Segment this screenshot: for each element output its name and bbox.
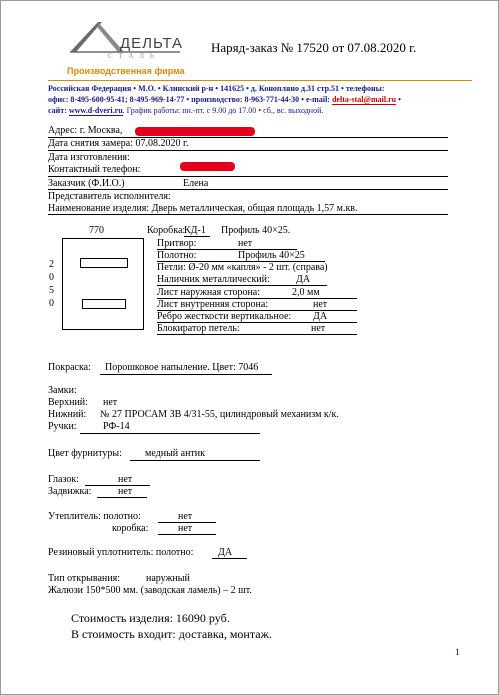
- make-date: Дата изготовления:: [48, 152, 130, 163]
- box-label: Коробка:: [147, 225, 186, 236]
- peephole-label: Глазок:: [48, 474, 79, 485]
- site-link[interactable]: www.d-dveri.ru: [68, 106, 123, 115]
- paint-underline: [100, 374, 272, 375]
- product-underline: [48, 214, 448, 215]
- customer-label: Заказчик (Ф.И.О.): [48, 178, 125, 189]
- blocker-underline: [157, 334, 357, 335]
- price: Стоимость изделия: 16090 руб.: [71, 611, 230, 625]
- pritvor-value: нет: [238, 238, 253, 249]
- pritvor-label: Притвор:: [157, 238, 197, 249]
- inner-sheet-label: Лист внутренняя сторона:: [157, 299, 269, 310]
- polotno-value: Профиль 40×25: [238, 250, 305, 261]
- price-includes: В стоимость входит: доставка, монтаж.: [71, 627, 272, 641]
- logo-sub: С Т А Л Ь: [108, 52, 156, 60]
- upper-lock-label: Верхний:: [48, 397, 88, 408]
- measure-date: Дата снятия замера: 07.08.2020 г.: [48, 138, 189, 149]
- peephole-value: нет: [118, 474, 133, 485]
- upper-lock-slot: [80, 258, 128, 268]
- handles-underline: [80, 433, 260, 434]
- email-link[interactable]: delta-stal@mail.ru: [331, 95, 397, 104]
- opening-value: наружный: [146, 573, 190, 584]
- firm-label: Производственная фирма: [67, 66, 185, 76]
- height-digit-1: 2: [49, 259, 54, 270]
- inner-sheet-value: нет: [313, 299, 328, 310]
- rib-value: ДА: [313, 311, 328, 322]
- site-label: сайт:: [48, 106, 69, 115]
- box-value: КД-1: [184, 225, 210, 237]
- contacts-line-3: [48, 106, 323, 115]
- latch-label: Задвижка:: [48, 486, 92, 497]
- blinds: Жалюзи 150*500 мм. (заводская ламель) – 2 шт.: [48, 585, 252, 596]
- outer-sheet-label: Лист наружная сторона:: [157, 287, 261, 298]
- seal-label: Резиновый уплотнитель: полотно:: [48, 547, 194, 558]
- order-title: Наряд-заказ № 17520 от 07.08.2020 г.: [211, 40, 417, 55]
- lower-lock-slot: [82, 299, 126, 309]
- customer-underline: [48, 189, 448, 190]
- nalichnik-underline: [157, 285, 327, 286]
- insulation-label: Утеплитель: полотно:: [48, 511, 141, 522]
- seal-value: ДА: [218, 547, 233, 558]
- latch-underline: [97, 497, 147, 498]
- redacted-address: [135, 127, 255, 136]
- schedule: . График работы: пн.-пт. с 9.00 до 17.00 • сб., вс. выходной.: [122, 106, 324, 115]
- insulation-polotno-value: нет: [178, 511, 193, 522]
- lower-lock-label: Нижний:: [48, 409, 87, 420]
- customer-name: Елена: [183, 178, 209, 189]
- nalichnik-value: ДА: [296, 274, 311, 285]
- address-field: Адрес: г. Москва,: [48, 125, 123, 136]
- height-digit-3: 5: [49, 285, 54, 296]
- header-divider: [48, 80, 472, 81]
- product-name: Наименование изделия: Дверь металлическая, общая площадь 1,57 м.кв.: [48, 203, 358, 214]
- locks-title: Замки:: [48, 385, 77, 396]
- phone-underline: [48, 176, 448, 177]
- outer-sheet-value: 2,0 мм: [292, 287, 320, 298]
- blocker-label: Блокиратор петель:: [157, 323, 240, 334]
- rib-label: Ребро жесткости вертикальное:: [157, 311, 292, 322]
- redacted-phone: [180, 162, 235, 171]
- paint-value: Порошковое напыление. Цвет: 7046: [105, 362, 259, 373]
- upper-lock-value: нет: [103, 397, 118, 408]
- blocker-value: нет: [311, 323, 326, 334]
- furniture-label: Цвет фурнитуры:: [48, 448, 122, 459]
- hinges: Петли: Ø-20 мм «капля» - 2 шт. (справа): [157, 262, 328, 273]
- opening-label: Тип открывания:: [48, 573, 120, 584]
- logo-text: ДЕЛЬТА: [120, 35, 184, 52]
- handles-value: РФ-14: [103, 421, 130, 432]
- insulation-box-value: нет: [178, 523, 193, 534]
- contacts-phones: офис: 8-495-600-95-41; 8-495-969-14-77 • производство: 8-963-771-44-30 • e-mail:: [48, 95, 330, 104]
- height-digit-4: 0: [49, 298, 54, 309]
- contacts-line-2: [48, 95, 401, 104]
- height-digit-2: 0: [49, 272, 54, 283]
- lower-lock-value: № 27 ПРОСАМ ЗВ 4/31-55, цилиндровый механизм к/к.: [100, 409, 339, 420]
- performer-field: Представитель исполнителя:: [48, 191, 171, 202]
- box-profile: Профиль 40×25.: [221, 225, 291, 236]
- handles-label: Ручки:: [48, 421, 77, 432]
- insulation-box-label: коробка:: [112, 523, 149, 534]
- door-outline: [62, 238, 144, 330]
- insulation-box-underline: [158, 534, 216, 535]
- polotno-label: Полотно:: [157, 250, 197, 261]
- paint-label: Покраска:: [48, 362, 91, 373]
- seal-underline: [212, 558, 247, 559]
- page-number: 1: [455, 647, 460, 657]
- door-width-label: 770: [89, 225, 104, 236]
- latch-value: нет: [118, 486, 133, 497]
- furniture-underline: [130, 460, 260, 461]
- nalichnik-label: Наличник металлический:: [157, 274, 270, 285]
- contacts-line-1: Российская Федерация • М.О. • Клинский р-н • 141625 • д. Конопляно д.31 стр.51 • телефоны:: [48, 84, 385, 93]
- measure-underline: [48, 150, 448, 151]
- furniture-value: медный антик: [145, 448, 206, 459]
- contacts-dot: •: [396, 95, 401, 104]
- phone-field: Контактный телефон:: [48, 164, 141, 175]
